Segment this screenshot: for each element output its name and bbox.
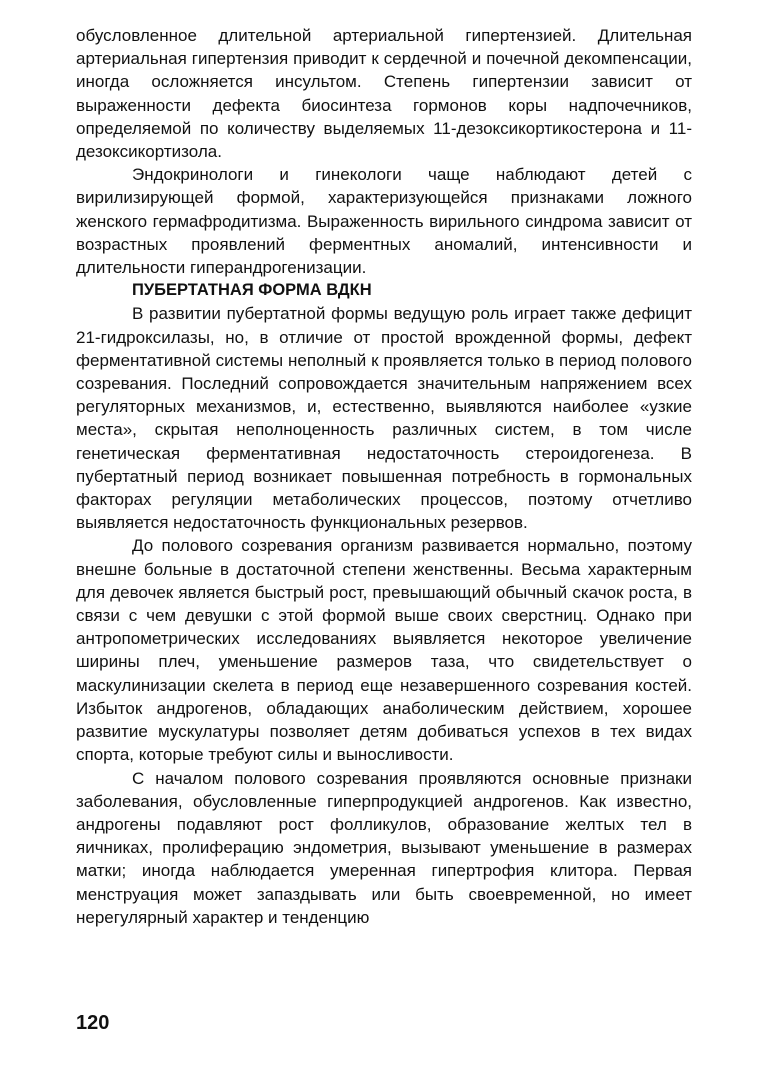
paragraph-pubertal-form: В развитии пубертатной формы ведущую роль играет также дефицит 21-гидроксилазы, но, в отличие от простой врожденной формы, дефект ферментативной системы неполный к проявляется только в период полового созревания. Последний сопровождается значительным напряжением всех регуляторных механизмов, и, естественно, выявляются наиболее «узкие места», скрытая неполноценность различных систем, в том числе генетическая ферментативная недостаточность стероидогенеза. В пубертатный период возникает повышенная потребность в гормональных факторах регуляции метаболических процессов, поэтому отчетливо выявляется недостаточность функциональных резервов. bbox=[76, 304, 692, 533]
page-number: 120 bbox=[76, 1012, 110, 1034]
section-heading: ПУБЕРТАТНАЯ ФОРМА ВДКН bbox=[132, 281, 372, 300]
paragraph-virilizing-form: Эндокринологи и гинекологи чаще наблюдают детей с вирилизирующей формой, характеризующейся признаками ложного женского гермафродитизма. Выраженность вирильного синдрома зависит от возрастных проявлений ферментных аномалий, интенсивности и длительности гиперандрогенизации. bbox=[76, 165, 692, 278]
paragraph-before-puberty: До полового созревания организм развивается нормально, поэтому внешне больные в достаточной степени женственны. Весьма характерным для девочек является быстрый рост, превышающий обычный скачок роста, в связи с чем девушки с этой формой выше своих сверстниц. Однако при антропометрических исследованиях выявляется некоторое увеличение ширины плеч, уменьшение размеров таза, что свидетельствует о маскулинизации скелета в период еще незавершенного созревания костей. Избыток андрогенов, обладающих анаболическим действием, хорошее развитие мускулатуры позволяет детям добиваться успехов в тех видах спорта, которые требуют силы и выносливости. bbox=[76, 536, 692, 765]
paragraph-puberty-onset: С началом полового созревания проявляются основные признаки заболевания, обусловленные гиперпродукцией андрогенов. Как известно, андрогены подавляют рост фолликулов, образование желтых тел в яичниках, пролиферацию эндометрия, вызывают уменьшение в размерах матки; иногда наблюдается умеренная гипертрофия клитора. Первая менструация может запаздывать или быть своевременной, но имеет нерегулярный характер и тенденцию bbox=[76, 768, 692, 927]
page-text bbox=[76, 24, 692, 929]
paragraph-hypertension: обусловленное длительной артериальной гипертензией. Длительная артериальная гипертензия приводит к сердечной и почечной декомпенсации, иногда осложняется инсультом. Степень гипертензии зависит от выраженности дефекта биосинтеза гормонов коры надпочечников, определяемой по количеству выделяемых 11-дезоксикортикостерона и 11-дезоксикортизола. bbox=[76, 26, 692, 162]
